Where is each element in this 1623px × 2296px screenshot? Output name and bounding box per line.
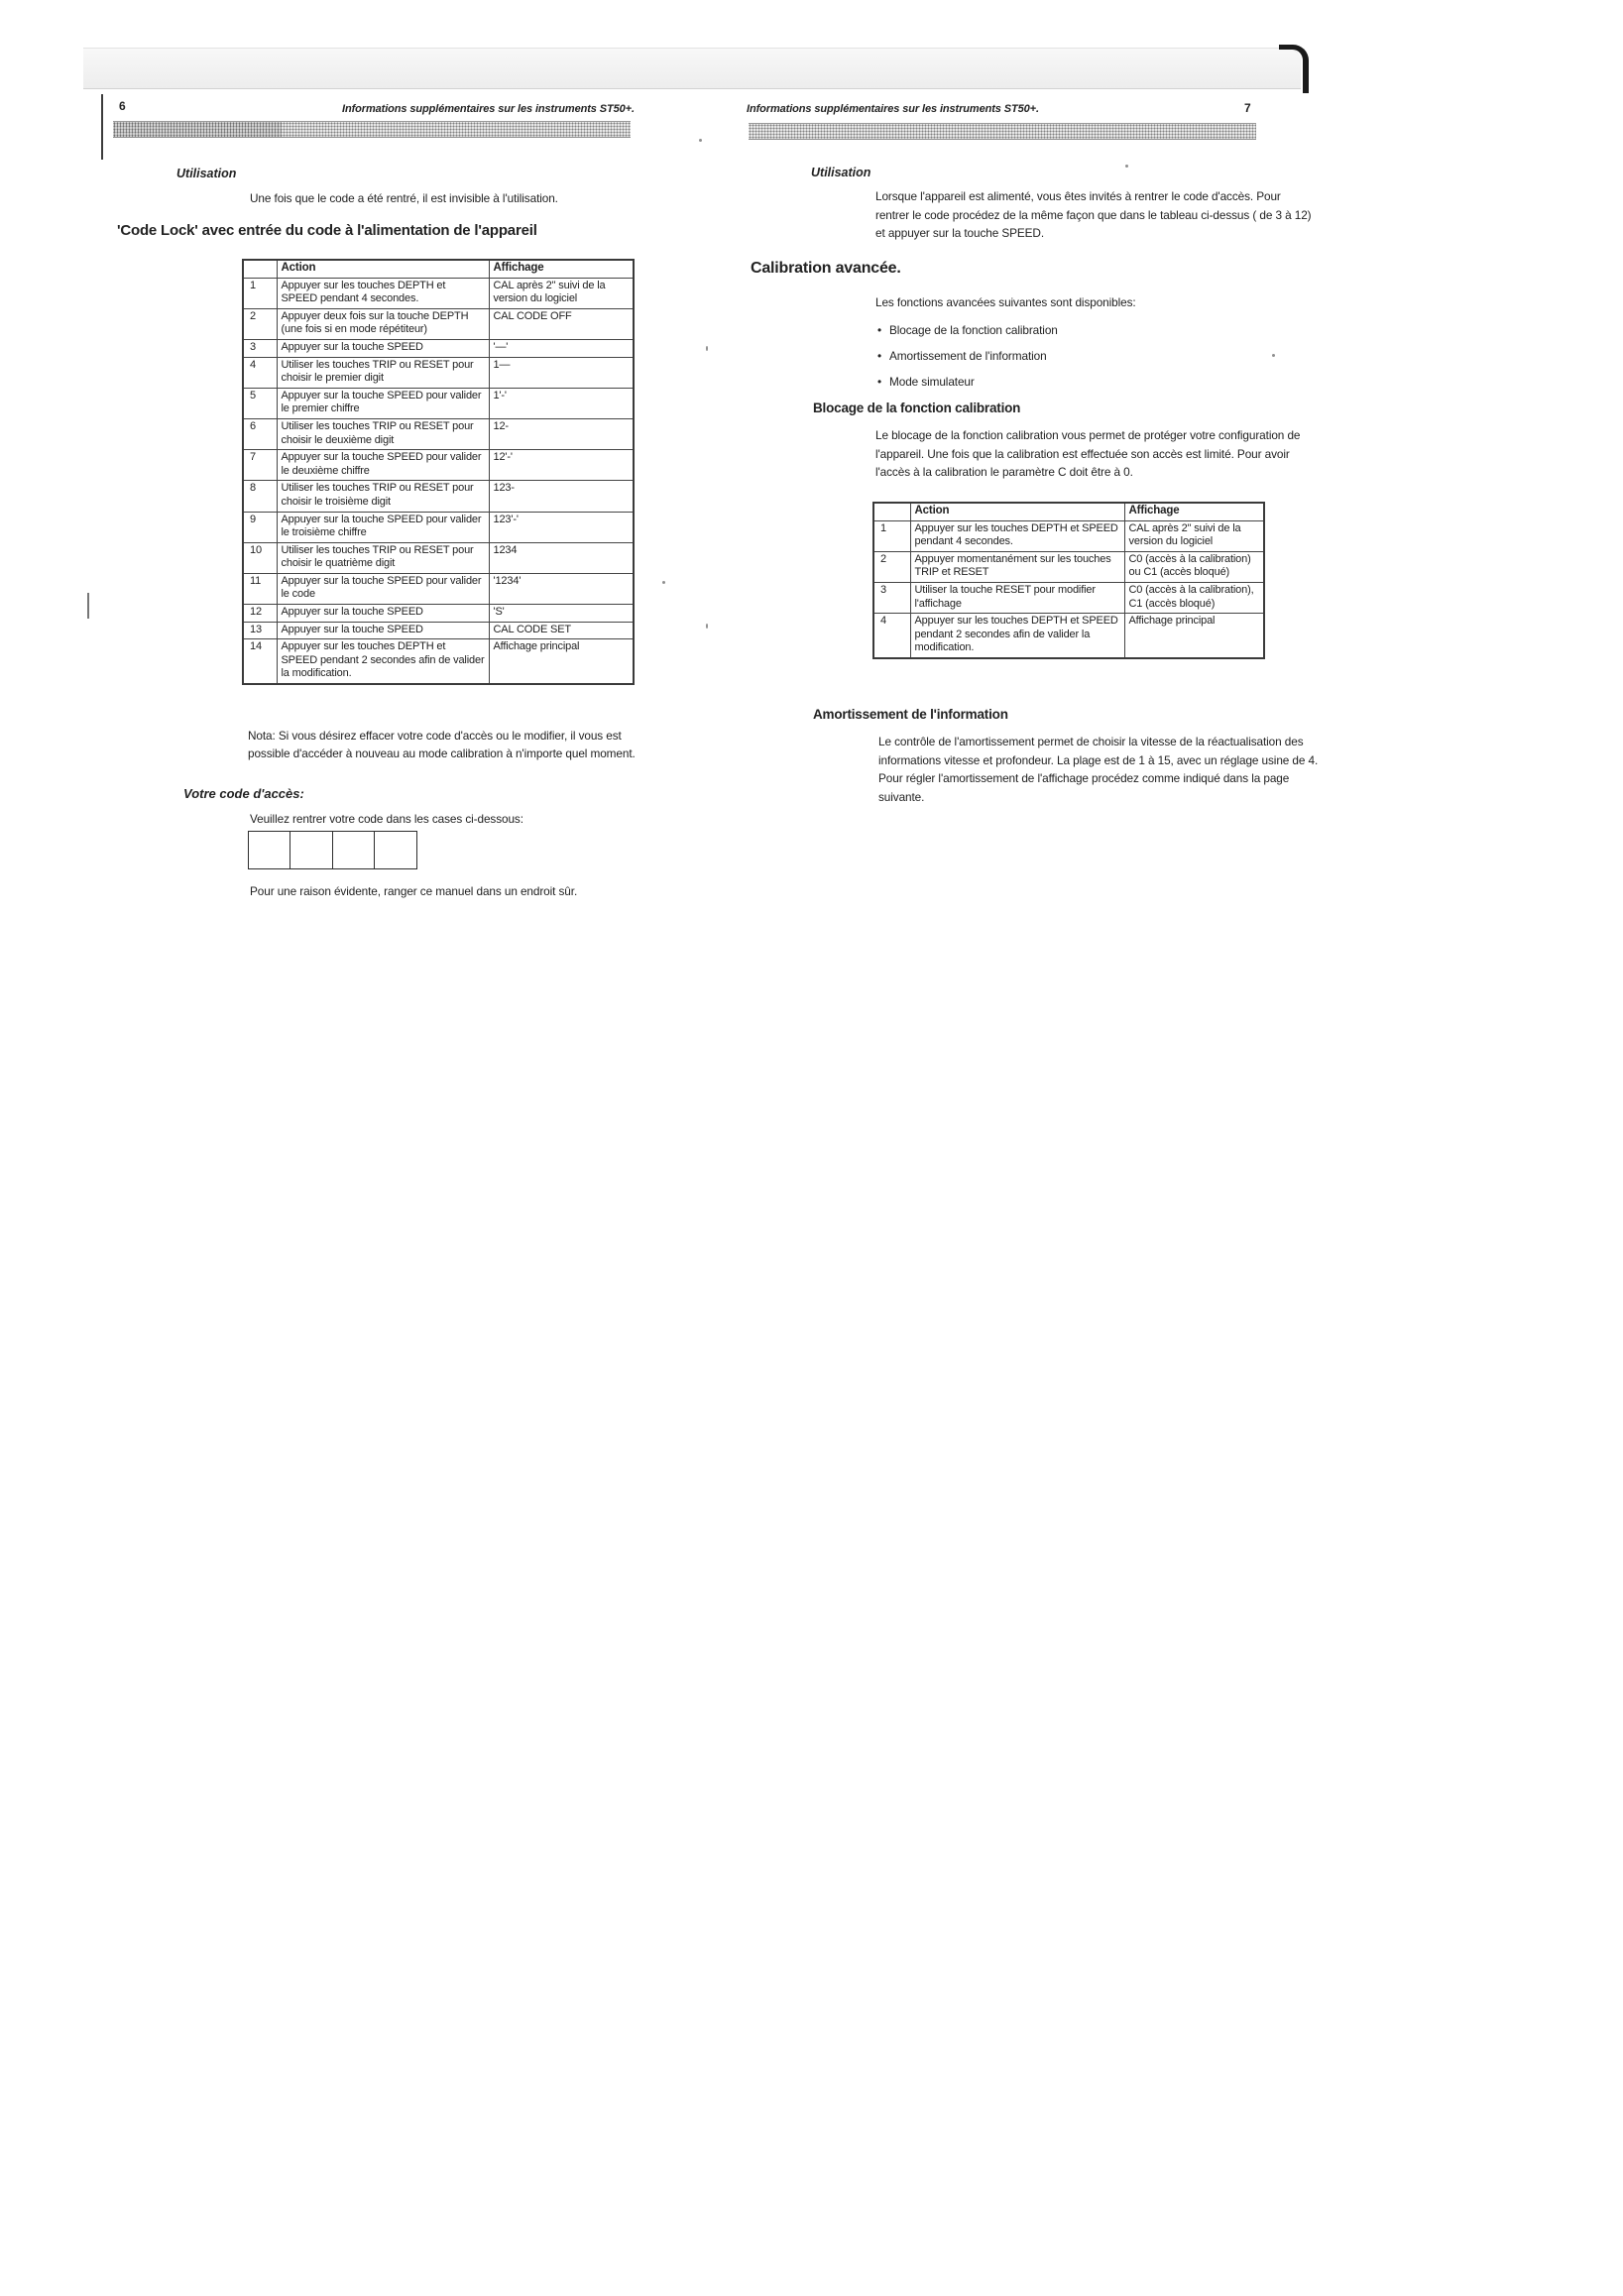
list-item [877,373,1314,392]
advanced-functions-list [877,321,1314,399]
bullet-icon: • [877,349,882,363]
amortissement-paragraph: Le contrôle de l'amortissement permet de choisir la vitesse de la réactualisation des informations vitesse et profondeur. La plage est de 1 à 15, avec un réglage usine de 4. Pour régler l'amortissement de l'affichage procédez comme indiqué dans la page suivante. [878,735,1319,804]
affichage-cell: Affichage principal [1124,614,1264,658]
step-number-cell: 2 [243,308,277,339]
table-row [243,388,634,418]
scan-speck [706,346,708,351]
action-cell: Appuyer sur la touche SPEED pour valider le deuxième chiffre [277,450,489,481]
step-number-cell: 1 [243,278,277,308]
action-cell: Appuyer momentanément sur les touches TRIP et RESET [910,551,1124,582]
action-cell: Appuyer deux fois sur la touche DEPTH (une fois si en mode répétiteur) [277,308,489,339]
affichage-cell: 1— [489,357,634,388]
affichage-cell: '—' [489,339,634,357]
table-header-row [873,503,1264,520]
affichage-cell: CAL CODE OFF [489,308,634,339]
action-cell: Utiliser les touches TRIP ou RESET pour choisir le premier digit [277,357,489,388]
step-number-cell: 4 [873,614,910,658]
affichage-cell: 123- [489,481,634,512]
table-row [243,339,634,357]
fold-mark [101,94,103,160]
affichage-cell: C0 (accès à la calibration), C1 (accès bloqué) [1124,582,1264,613]
step-number-cell: 12 [243,605,277,623]
table-row [873,582,1264,613]
code-box-3 [332,831,376,869]
step-number-cell: 11 [243,573,277,604]
table-row [243,278,634,308]
action-cell: Utiliser les touches TRIP ou RESET pour choisir le deuxième digit [277,418,489,449]
table-row [243,622,634,639]
action-cell: Appuyer sur la touche SPEED [277,622,489,639]
code-box-2 [290,831,333,869]
step-number-cell: 1 [873,520,910,551]
step-number-cell: 4 [243,357,277,388]
page-corner-mark [1279,45,1309,93]
running-header-right: Informations supplémentaires sur les instruments ST50+. [747,103,1039,115]
affichage-cell: CAL CODE SET [489,622,634,639]
affichage-cell: CAL après 2" suivi de la version du logiciel [489,278,634,308]
step-number-cell: 10 [243,542,277,573]
action-cell: Appuyer sur les touches DEPTH et SPEED pendant 2 secondes afin de valider la modification. [910,614,1124,658]
action-cell: Appuyer sur la touche SPEED pour valider le code [277,573,489,604]
table-row [243,573,634,604]
calibration-avancee-title: Calibration avancée. [751,260,901,277]
utilisation-paragraph-right: Lorsque l'appareil est alimenté, vous êtes invités à rentrer le code d'accès. Pour rentrer le code procédez de la même façon que dans le tableau ci-dessus ( de 3 à 12) et appuyer sur la touche SPEED. [875,189,1312,240]
step-number-cell: 14 [243,639,277,684]
table-row [243,450,634,481]
running-header-left: Informations supplémentaires sur les instruments ST50+. [342,103,635,115]
header-rule-left [113,121,631,138]
step-number-cell: 2 [873,551,910,582]
footer-note: Pour une raison évidente, ranger ce manuel dans un endroit sûr. [250,884,578,898]
affichage-cell: 12- [489,418,634,449]
header-rule-right [749,123,1256,140]
action-cell: Utiliser les touches TRIP ou RESET pour choisir le quatrième digit [277,542,489,573]
action-cell: Appuyer sur la touche SPEED pour valider le premier chiffre [277,388,489,418]
action-cell: Appuyer sur la touche SPEED [277,339,489,357]
table-row [243,512,634,542]
section-heading-utilisation-left: Utilisation [176,167,237,180]
affichage-cell: Affichage principal [489,639,634,684]
page-number-right: 7 [1244,101,1251,115]
action-cell: Appuyer sur les touches DEPTH et SPEED pendant 2 secondes afin de valider la modification. [277,639,489,684]
section-heading-utilisation-right: Utilisation [811,166,871,179]
table-row [243,481,634,512]
table-row [243,542,634,573]
table-row [873,551,1264,582]
action-cell: Utiliser la touche RESET pour modifier l'affichage [910,582,1124,613]
affichage-cell: CAL après 2" suivi de la version du logiciel [1124,520,1264,551]
fonctions-intro: Les fonctions avancées suivantes sont disponibles: [875,295,1136,309]
table-row [243,308,634,339]
code-lock-table [242,259,635,685]
affichage-cell: 12'-' [489,450,634,481]
table-header-cell: Affichage [1124,503,1264,520]
step-number-cell: 13 [243,622,277,639]
table-header-cell: Action [910,503,1124,520]
utilisation-paragraph-left: Une fois que le code a été rentré, il est invisible à l'utilisation. [250,191,558,205]
blocage-heading: Blocage de la fonction calibration [813,401,1021,415]
table-header-cell: Action [277,260,489,278]
list-item-label: Mode simulateur [889,375,975,389]
fold-mark [87,593,89,619]
step-number-cell: 5 [243,388,277,418]
action-cell: Appuyer sur les touches DEPTH et SPEED pendant 4 secondes. [277,278,489,308]
step-number-cell: 3 [243,339,277,357]
table-row [243,357,634,388]
table-header-cell [243,260,277,278]
code-lock-title: 'Code Lock' avec entrée du code à l'alimentation de l'appareil [117,222,537,239]
step-number-cell: 9 [243,512,277,542]
table-row [873,520,1264,551]
amortissement-heading: Amortissement de l'information [813,707,1008,722]
blocage-table [872,502,1265,659]
scan-speck [699,139,702,142]
affichage-cell: '1234' [489,573,634,604]
code-box-1 [248,831,291,869]
table-row [243,418,634,449]
table-row [873,614,1264,658]
action-cell: Appuyer sur la touche SPEED pour valider le troisième chiffre [277,512,489,542]
table-header-cell [873,503,910,520]
list-item-label: Amortissement de l'information [889,349,1047,363]
affichage-cell: 'S' [489,605,634,623]
bullet-icon: • [877,375,882,389]
votre-code-heading: Votre code d'accès: [183,786,304,801]
action-cell: Utiliser les touches TRIP ou RESET pour choisir le troisième digit [277,481,489,512]
action-cell: Appuyer sur la touche SPEED [277,605,489,623]
scan-speck [706,624,708,629]
affichage-cell: 1234 [489,542,634,573]
step-number-cell: 3 [873,582,910,613]
step-number-cell: 6 [243,418,277,449]
list-item [877,347,1314,366]
veuillez-line: Veuillez rentrer votre code dans les cases ci-dessous: [250,812,523,826]
action-cell: Appuyer sur les touches DEPTH et SPEED pendant 4 secondes. [910,520,1124,551]
list-item [877,321,1314,340]
access-code-boxes [248,831,417,869]
table-header-row [243,260,634,278]
table-row [243,605,634,623]
bullet-icon: • [877,323,882,337]
blocage-paragraph: Le blocage de la fonction calibration vous permet de protéger votre configuration de l'appareil. Une fois que la calibration est effectuée son accès est limité. Pour avoir l'accès à la calibration le paramètre C doit être à 0. [875,428,1301,479]
code-box-4 [374,831,417,869]
nota-paragraph: Nota: Si vous désirez effacer votre code d'accès ou le modifier, il vous est possible d'accéder à nouveau au mode calibration à n'importe quel moment. [248,729,636,760]
table-row [243,639,634,684]
step-number-cell: 8 [243,481,277,512]
list-item-label: Blocage de la fonction calibration [889,323,1058,337]
affichage-cell: 123'-' [489,512,634,542]
page-top-edge [83,48,1301,89]
affichage-cell: C0 (accès à la calibration) ou C1 (accès bloqué) [1124,551,1264,582]
affichage-cell: 1'-' [489,388,634,418]
page-number-left: 6 [119,99,126,113]
step-number-cell: 7 [243,450,277,481]
table-header-cell: Affichage [489,260,634,278]
scan-speck [1125,165,1128,168]
scan-speck [662,581,665,584]
